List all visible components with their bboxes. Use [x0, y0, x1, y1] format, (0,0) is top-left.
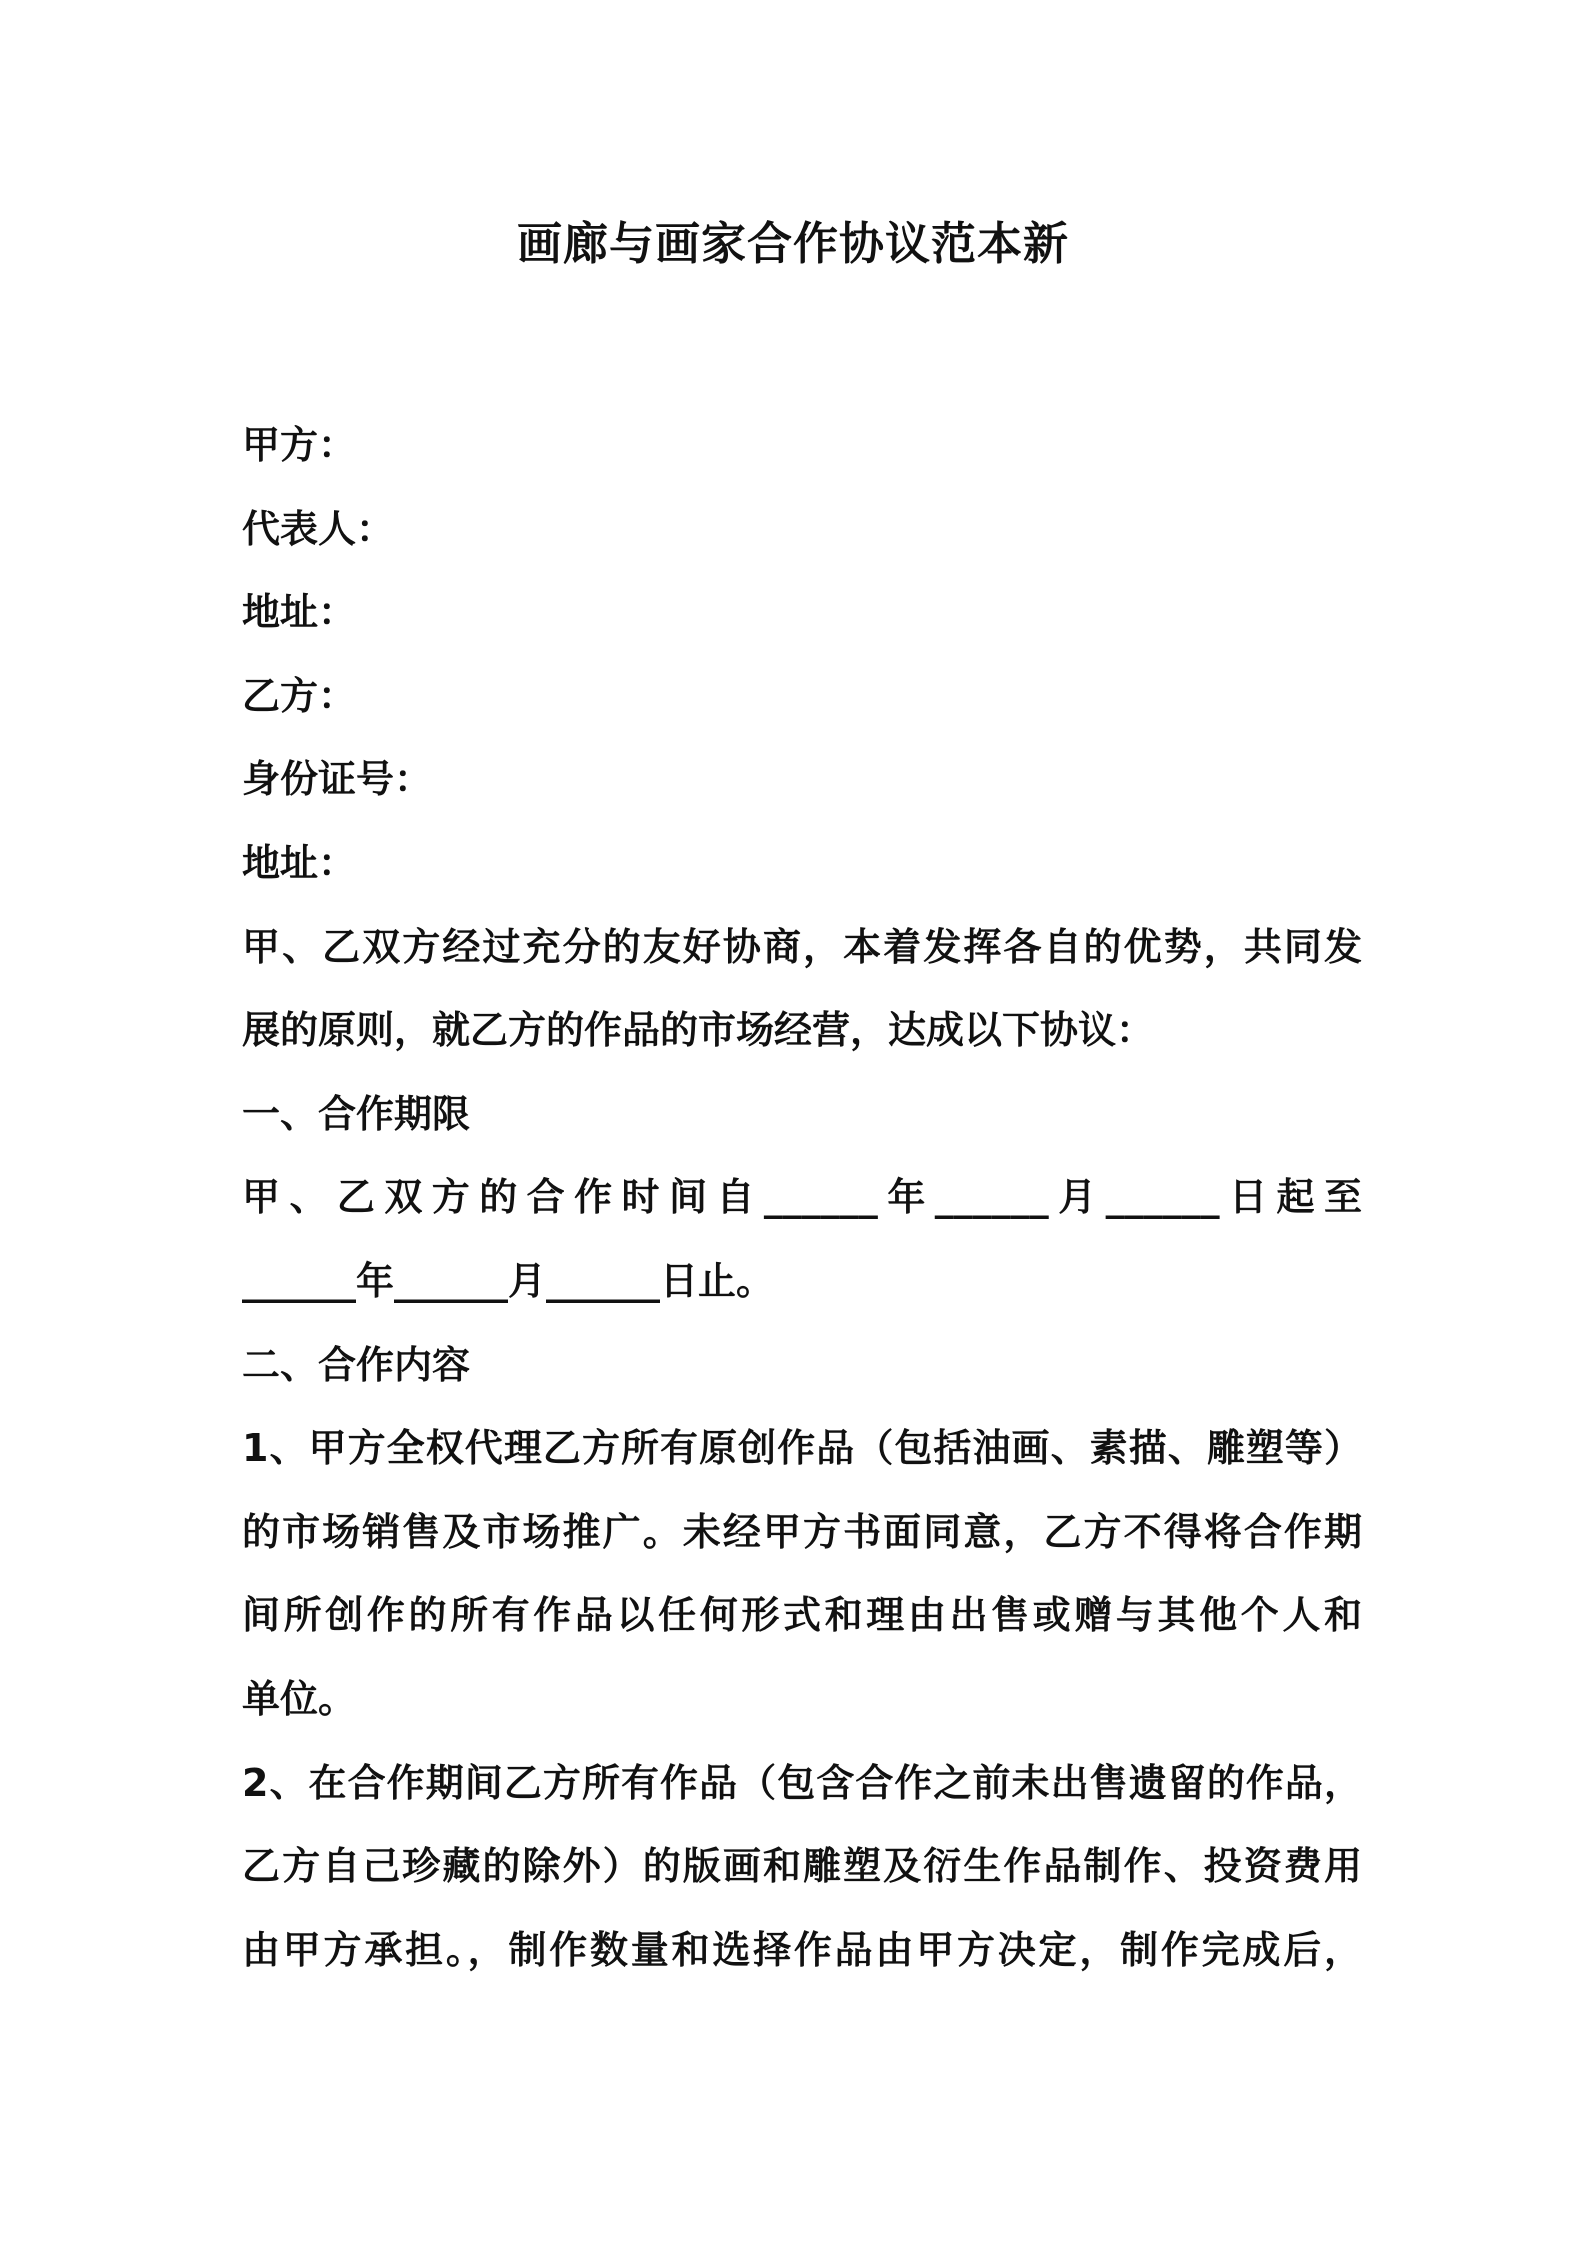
term-line-2: ______年______月______日止。	[242, 1258, 775, 1303]
representative-line: 代表人：	[242, 506, 395, 551]
party-b-line: 乙方：	[242, 673, 357, 718]
document-title: 画廊与画家合作协议范本新	[516, 217, 1069, 270]
clause-1-line-4: 单位。	[242, 1676, 357, 1721]
section-heading-term: 一、合作期限	[242, 1091, 471, 1136]
clause-1-line-3: 间所创作的所有作品以任何形式和理由出售或赠与其他个人和	[242, 1593, 1362, 1638]
clause-2-line-1: 2、在合作期间乙方所有作品（包含合作之前未出售遗留的作品，	[242, 1760, 1362, 1805]
party-a-line: 甲方：	[242, 423, 357, 467]
party-a-address-line: 地址：	[242, 590, 357, 635]
clause-2-line-3: 由甲方承担。，制作数量和选择作品由甲方决定，制作完成后，	[242, 1927, 1362, 1972]
document-body	[242, 404, 1362, 1992]
preamble-line-1: 甲、乙双方经过充分的友好协商，本着发挥各自的优势，共同发	[242, 924, 1362, 969]
section-heading-content: 二、合作内容	[242, 1342, 471, 1387]
term-line-1: 甲、乙双方的合作时间自______年______月______日起至	[242, 1175, 1362, 1220]
clause-2-line-2: 乙方自己珍藏的除外）的版画和雕塑及衍生作品制作、投资费用	[242, 1844, 1362, 1889]
preamble-line-2: 展的原则，就乙方的作品的市场经营，达成以下协议：	[242, 1008, 1155, 1053]
clause-1-line-1: 1、甲方全权代理乙方所有原创作品（包括油画、素描、雕塑等）	[242, 1426, 1362, 1471]
id-number-line: 身份证号：	[242, 757, 433, 802]
party-b-address-line: 地址：	[242, 840, 357, 885]
clause-1-line-2: 的市场销售及市场推广。未经甲方书面同意，乙方不得将合作期	[242, 1509, 1362, 1554]
